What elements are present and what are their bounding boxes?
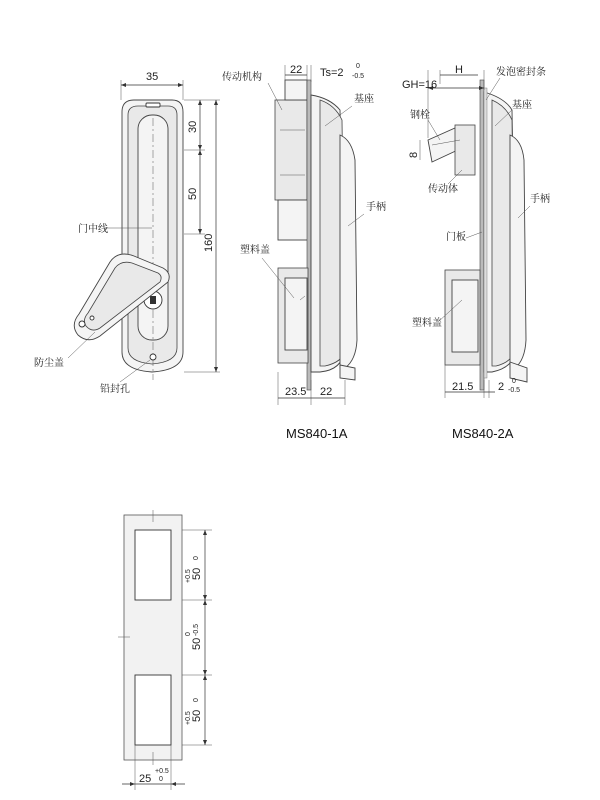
label-dust-cover: 防尘盖 (34, 358, 64, 369)
label-door-panel: 门板 (446, 232, 466, 243)
front-view (34, 71, 220, 395)
front-dim-50: 50 (187, 187, 199, 200)
side-view-2a (402, 64, 550, 441)
label-foam-seal: 发泡密封条 (496, 67, 546, 78)
label-driver: 传动体 (428, 184, 458, 195)
label-plastic-cover-2a: 塑料盖 (412, 318, 442, 329)
label-seal-hole: 铅封孔 (100, 384, 130, 395)
cutout-dim-1: 50 (191, 567, 203, 580)
cutout-width-tol-lower: 0 (159, 776, 163, 783)
caption-ms840-2a: MS840-2A (452, 426, 514, 441)
side1a-ts-tol-upper: 0 (356, 63, 360, 70)
label-handle-1a: 手柄 (366, 202, 386, 213)
cutout-dim-2: 50 (191, 637, 203, 650)
label-door-centerline: 门中线 (78, 224, 108, 235)
front-width-dim: 35 (146, 71, 159, 83)
cutout-dim-2-tol-lower: -0.5 (193, 623, 200, 636)
panel-cutout (118, 510, 212, 790)
cutout-dim-3-tol-upper: +0.5 (185, 711, 192, 725)
cutout-width-tol-upper: +0.5 (155, 768, 169, 775)
label-base-2a: 基座 (512, 100, 532, 111)
caption-ms840-1a: MS840-1A (286, 426, 348, 441)
front-dim-30: 30 (187, 120, 199, 133)
cutout-dim-1-tol-upper: +0.5 (185, 569, 192, 583)
label-plastic-cover-1a: 塑料盖 (240, 245, 270, 256)
side2a-dim-bottom-right: 2 (498, 381, 505, 393)
front-dim-160: 160 (203, 233, 215, 252)
side2a-dim-8: 8 (408, 151, 420, 158)
side1a-dim-bottom-left: 23.5 (285, 386, 307, 398)
side-view-1a (222, 63, 386, 441)
side2a-gh-label: GH=16 (402, 79, 438, 91)
side2a-dim-bottom-left: 21.5 (452, 381, 474, 393)
side2a-tol-upper: 0 (512, 378, 516, 385)
side2a-h-label: H (455, 64, 463, 76)
label-handle-2a: 手柄 (530, 194, 550, 205)
label-drive-mechanism: 传动机构 (222, 72, 262, 83)
label-steel-pin: 钢栓 (410, 110, 430, 121)
cutout-dim-1-tol-lower: 0 (193, 556, 200, 560)
cutout-dim-3-tol-lower: 0 (193, 698, 200, 702)
label-base-1a: 基座 (354, 94, 374, 105)
side1a-dim-22-top: 22 (290, 64, 303, 76)
side2a-tol-lower: -0.5 (508, 387, 521, 394)
cutout-dim-3: 50 (191, 709, 203, 722)
side1a-ts-tol-lower: -0.5 (352, 73, 365, 80)
side1a-ts-label: Ts=2 (320, 67, 344, 79)
cutout-dim-2-tol-upper: 0 (185, 632, 192, 636)
side1a-dim-bottom-right: 22 (320, 386, 333, 398)
cutout-width-dim: 25 (139, 773, 152, 785)
